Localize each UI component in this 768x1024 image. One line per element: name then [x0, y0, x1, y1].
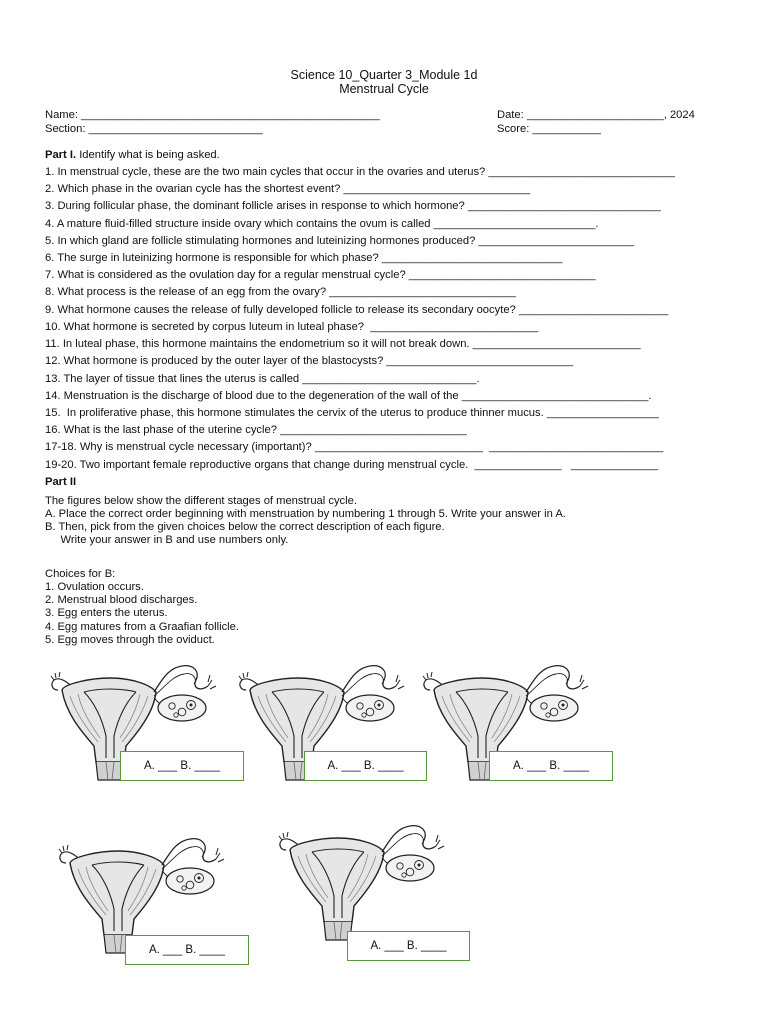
answer-box-3[interactable]: A. ___ B. ____: [489, 751, 613, 781]
answer-box-2[interactable]: A. ___ B. ____: [304, 751, 427, 781]
part2-intro-line-2: A. Place the correct order beginning with menstruation by numbering 1 through 5. Write your answer in A.: [45, 508, 566, 520]
answer-box-5[interactable]: A. ___ B. ____: [347, 931, 470, 961]
score-field[interactable]: Score: ___________: [497, 123, 601, 135]
choice-1: 1. Ovulation occurs.: [45, 581, 144, 593]
part1-heading: Part I.: [45, 149, 77, 161]
choices-title: Choices for B:: [45, 568, 116, 580]
choice-5: 5. Egg moves through the oviduct.: [45, 634, 215, 646]
question-16[interactable]: 16. What is the last phase of the uterine cycle? ______________________________: [45, 424, 467, 436]
question-17-18[interactable]: 17-18. Why is menstrual cycle necessary (important)? ___________________________ ____________________________: [45, 441, 664, 453]
question-4[interactable]: 4. A mature fluid-filled structure inside ovary which contains the ovum is called __________________________.: [45, 218, 599, 230]
part2-intro-line-4: Write your answer in B and use numbers only.: [45, 534, 289, 546]
worksheet-subtitle: Menstrual Cycle: [339, 82, 429, 96]
question-11[interactable]: 11. In luteal phase, this hormone maintains the endometrium so it will not break down. ___________________________: [45, 338, 641, 350]
part1-instruction: Identify what is being asked.: [76, 149, 220, 161]
uterus-diagram-5: [278, 822, 448, 947]
choice-4: 4. Egg matures from a Graafian follicle.: [45, 621, 240, 633]
question-1[interactable]: 1. In menstrual cycle, these are the two main cycles that occur in the ovaries and uterus? ______________________________: [45, 166, 676, 178]
part1-header: [45, 149, 220, 162]
answer-box-4[interactable]: A. ___ B. ____: [125, 935, 249, 965]
question-5[interactable]: 5. In which gland are follicle stimulating hormones and luteinizing hormones produced? _________________________: [45, 235, 635, 247]
part2-heading: Part II: [45, 476, 77, 488]
worksheet-title: Science 10_Quarter 3_Module 1d: [290, 68, 478, 82]
choice-2: 2. Menstrual blood discharges.: [45, 594, 198, 606]
question-12[interactable]: 12. What hormone is produced by the outer layer of the blastocysts? ______________________________: [45, 355, 574, 367]
question-15[interactable]: 15. In proliferative phase, this hormone stimulates the cervix of the uterus to produce thinner mucus. __________________: [45, 407, 659, 419]
answer-box-1[interactable]: A. ___ B. ____: [120, 751, 244, 781]
name-field[interactable]: Name: ________________________________________________: [45, 109, 380, 121]
question-19-20[interactable]: 19-20. Two important female reproductive organs that change during menstrual cycle. ______________ ______________: [45, 459, 659, 471]
question-2[interactable]: 2. Which phase in the ovarian cycle has the shortest event? ______________________________: [45, 183, 531, 195]
part2-intro-line-1: The figures below show the different stages of menstrual cycle.: [45, 495, 357, 507]
question-6[interactable]: 6. The surge in luteinizing hormone is responsible for which phase? _____________________________: [45, 252, 563, 264]
date-field[interactable]: Date: ______________________, 2024: [497, 109, 695, 121]
section-field[interactable]: Section: ____________________________: [45, 123, 263, 135]
question-13[interactable]: 13. The layer of tissue that lines the uterus is called ____________________________.: [45, 373, 480, 385]
part2-intro-line-3: B. Then, pick from the given choices below the correct description of each figure.: [45, 521, 445, 533]
question-9[interactable]: 9. What hormone causes the release of fully developed follicle to release its secondary oocyte? ________________________: [45, 304, 669, 316]
question-7[interactable]: 7. What is considered as the ovulation day for a regular menstrual cycle? ______________________________: [45, 269, 596, 281]
question-8[interactable]: 8. What process is the release of an egg from the ovary? ______________________________: [45, 286, 516, 298]
question-10[interactable]: 10. What hormone is secreted by corpus luteum in luteal phase? ___________________________: [45, 321, 539, 333]
choice-3: 3. Egg enters the uterus.: [45, 607, 168, 619]
question-3[interactable]: 3. During follicular phase, the dominant follicle arises in response to which hormone? _______________________________: [45, 200, 661, 212]
question-14[interactable]: 14. Menstruation is the discharge of blood due to the degeneration of the wall of the ______________________________.: [45, 390, 652, 402]
